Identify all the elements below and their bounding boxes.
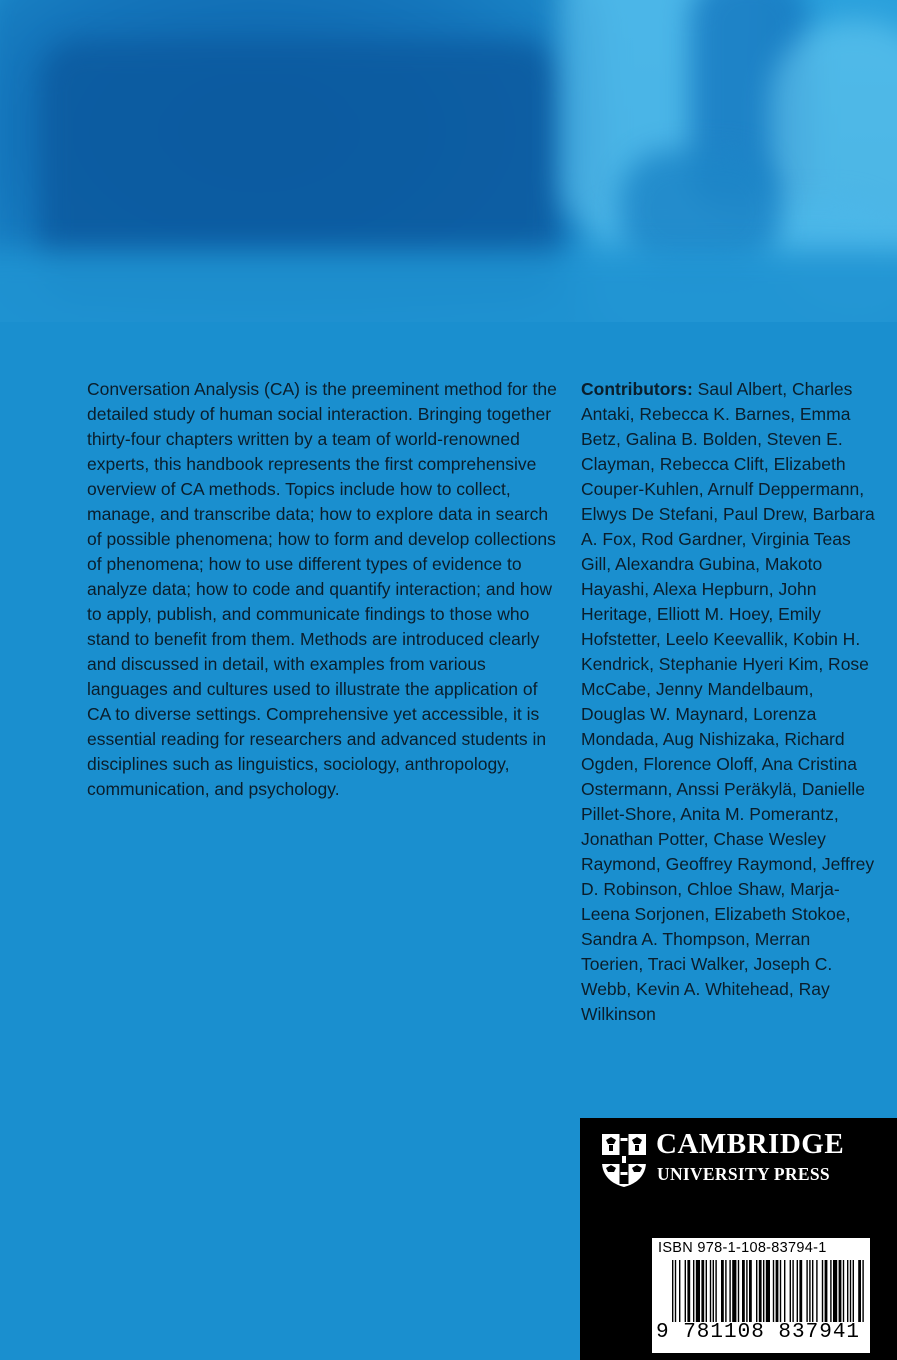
barcode-bar <box>693 1260 694 1322</box>
barcode-bar <box>672 1260 673 1322</box>
barcode-bar <box>721 1260 724 1322</box>
barcode-bar <box>780 1260 781 1322</box>
barcode-bar <box>696 1260 700 1322</box>
barcode-bar <box>773 1260 774 1322</box>
barcode-bar <box>862 1260 863 1322</box>
isbn-text: ISBN 978-1-108-83794-1 <box>658 1240 827 1256</box>
barcode-bar <box>776 1260 779 1322</box>
contributors-heading: Contributors: <box>581 379 693 399</box>
barcode-bar <box>756 1260 757 1322</box>
isbn-barcode <box>652 1238 888 1353</box>
publisher-subtitle: UNIVERSITY PRESS <box>657 1164 830 1184</box>
contributors-names: Saul Albert, Charles Antaki, Rebecca K. Barnes, Emma Betz, Galina B. Bolden, Steven E. Clayman, Rebecca Clift, Elizabeth Couper-Kuhlen, Arnulf Deppermann, Elwys De Stefani, Paul Drew, Barbara A. Fox, Rod Gardner, Virginia Teas Gill, Alexandra Gubina, Makoto Hayashi, Alexa Hepburn, John Heritage, Elliott M. Hoey, Emily Hofstetter, Leelo Keevallik, Kobin H. Kendrick, Stephanie Hyeri Kim, Rose McCabe, Jenny Mandelbaum, Douglas W. Maynard, Lorenza Mondada, Aug Nishizaka, Richard Ogden, Florence Oloff, Ana Cristina Ostermann, Anssi Peräkylä, Danielle Pillet-Shore, Anita M. Pomerantz, Jonathan Potter, Chase Wesley Raymond, Geoffrey Raymond, Jeffrey D. Robinson, Chloe Shaw, Marja-Leena Sorjonen, Elizabeth Stokoe, Sandra A. Thompson, Merran Toerien, Traci Walker, Joseph C. Webb, Kevin A. Whitehead, Ray Wilkinson <box>581 379 875 1024</box>
barcode-bar <box>715 1260 716 1322</box>
barcode-bar <box>738 1260 739 1322</box>
barcode-bar <box>706 1260 707 1322</box>
barcode-bar <box>797 1260 798 1322</box>
barcode-bar <box>749 1260 752 1322</box>
barcode-bar <box>675 1260 676 1322</box>
barcode-bar <box>850 1260 851 1322</box>
barcode-bar <box>759 1260 762 1322</box>
barcode-bar <box>816 1260 817 1322</box>
barcode-bar <box>701 1260 704 1322</box>
barcode-bar <box>732 1260 736 1322</box>
barcode-bar <box>687 1260 690 1322</box>
barcode-bar <box>742 1260 745 1322</box>
barcode-bar <box>685 1260 686 1322</box>
barcode-bar <box>784 1260 785 1322</box>
barcode-number: 9 781108 837941 > <box>656 1321 888 1344</box>
barcode-bar <box>822 1260 823 1322</box>
barcode-bar <box>833 1260 837 1322</box>
barcode-bar <box>710 1260 711 1322</box>
barcode-bar <box>806 1260 807 1322</box>
barcode-bars <box>672 1260 864 1322</box>
barcode-bar <box>858 1260 861 1322</box>
barcode-bar <box>713 1260 714 1322</box>
barcode-bar <box>725 1260 726 1322</box>
barcode-bar <box>792 1260 793 1322</box>
barcode-bar <box>679 1260 680 1322</box>
barcode-bar <box>812 1260 813 1322</box>
publisher-panel <box>580 1118 897 1360</box>
barcode-bar <box>843 1260 844 1322</box>
publisher-name: CAMBRIDGE <box>656 1128 845 1160</box>
barcode-bar <box>830 1260 831 1322</box>
barcode-bar <box>763 1260 764 1322</box>
cambridge-crest-icon <box>600 1132 648 1188</box>
barcode-bar <box>799 1260 802 1322</box>
barcode-bar <box>825 1260 828 1322</box>
book-description: Conversation Analysis (CA) is the preeminent method for the detailed study of human social interaction. Bringing together thirty-four chapters written by a team of world-renowned experts, this handbook represents the first comprehensive overview of CA methods. Topics include how to collect, manage, and transcribe data; how to explore data in search of possible phenomena; how to form and develop collections of phenomena; how to use different types of evidence to analyze data; how to code and quantify interaction; and how to apply, publish, and communicate findings to those who stand to benefit from them. Methods are introduced clearly and discussed in detail, with examples from various languages and cultures used to illustrate the application of CA to diverse settings. Comprehensive yet accessible, it is essential reading for researchers and advanced students in disciplines such as linguistics, sociology, anthropology, communication, and psychology. <box>87 379 557 799</box>
cover-art <box>0 0 897 322</box>
barcode-bar <box>746 1260 747 1322</box>
barcode-bar <box>729 1260 730 1322</box>
contributors-list <box>581 377 876 1027</box>
barcode-bar <box>847 1260 848 1322</box>
barcode-bar <box>853 1260 854 1322</box>
barcode-bar <box>766 1260 770 1322</box>
barcode-bar <box>809 1260 810 1322</box>
barcode-bar <box>790 1260 791 1322</box>
barcode-bar <box>839 1260 842 1322</box>
